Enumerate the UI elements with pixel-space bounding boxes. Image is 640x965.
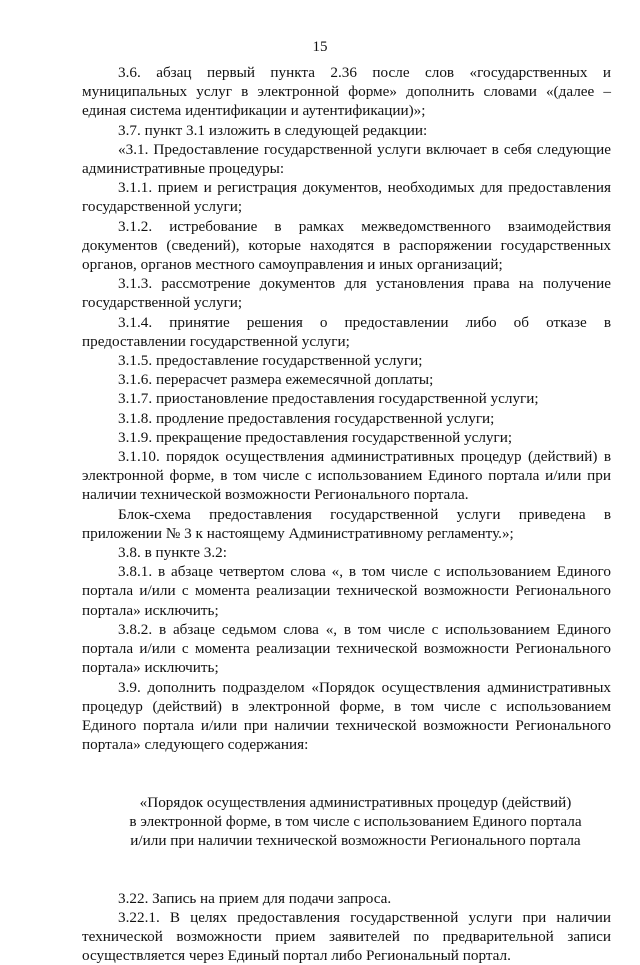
paragraph-3-1-10: 3.1.10. порядок осуществления административных процедур (действий) в электронной форме, в том числе с использованием Единого портала и/или при наличии технической возможности Регионального портала. (82, 448, 611, 504)
spacer (82, 754, 611, 773)
paragraph-3-9: 3.9. дополнить подразделом «Порядок осуществления административных процедур (действий) в электронной форме, в том числе с использованием Единого портала и/или при наличии технической возможности Регионального портала» следующего содержания: (82, 678, 611, 754)
spacer (82, 869, 611, 888)
paragraph-3-8-1: 3.8.1. в абзаце четвертом слова «, в том числе с использованием Единого портала и/или с момента реализации технической возможности Регионального портала» исключить; (82, 563, 611, 619)
paragraph-3-22: 3.22. Запись на прием для подачи запроса. (118, 889, 392, 907)
paragraph-3-6: 3.6. абзац первый пункта 2.36 после слов «государственных и муниципальных услуг в электронной форме» дополнить словами «(далее – единая система идентификации и аутентификации)»; (82, 64, 611, 120)
paragraph-3-1-7: 3.1.7. приостановление предоставления государственной услуги; (118, 390, 539, 408)
subsection-heading (82, 793, 611, 851)
page-number: 15 (312, 39, 328, 55)
paragraph-3-7: 3.7. пункт 3.1 изложить в следующей редакции: (118, 121, 428, 139)
paragraph-3-1-8: 3.1.8. продление предоставления государственной услуги; (118, 409, 495, 427)
paragraph-3-1-2: 3.1.2. истребование в рамках межведомственного взаимодействия документов (сведений), которые находятся в распоряжении государственных органов, органов местного самоуправления и иных организаций; (82, 217, 611, 274)
heading-line: «Порядок осуществления административных процедур (действий) (139, 793, 572, 811)
paragraph-3-1-4: 3.1.4. принятие решения о предоставлении либо об отказе в предоставлении государственной услуги; (82, 313, 611, 350)
paragraph-3-1-6: 3.1.6. перерасчет размера ежемесячной доплаты; (118, 371, 434, 389)
paragraph-3-8-2: 3.8.2. в абзаце седьмом слова «, в том числе с использованием Единого портала и/или с момента реализации технической возможности Регионального портала» исключить; (82, 620, 611, 677)
paragraph-3-22-1: 3.22.1. В целях предоставления государственной услуги при наличии технической возможности прием заявителей по предварительной записи осуществляется через Единый портал либо Региональный портал. (82, 908, 611, 965)
spacer (82, 774, 611, 793)
paragraph-block-scheme: Блок-схема предоставления государственной услуги приведена в приложении № 3 к настоящему Административному регламенту.»; (82, 505, 611, 542)
paragraph-3-1-5: 3.1.5. предоставление государственной услуги; (118, 352, 423, 370)
document-body (82, 63, 611, 965)
paragraph-3-1: «3.1. Предоставление государственной услуги включает в себя следующие административные процедуры: (82, 140, 611, 178)
paragraph-3-1-1: 3.1.1. прием и регистрация документов, необходимых для предоставления государственной услуги; (82, 179, 611, 216)
paragraph-3-1-3: 3.1.3. рассмотрение документов для установления права на получение государственной услуги; (82, 275, 611, 312)
paragraph-3-1-9: 3.1.9. прекращение предоставления государственной услуги; (118, 428, 513, 446)
heading-line: в электронной форме, в том числе с использованием Единого портала (129, 812, 582, 830)
paragraph-3-8: 3.8. в пункте 3.2: (118, 544, 227, 562)
spacer (82, 850, 611, 869)
heading-line: и/или при наличии технической возможности Регионального портала (130, 832, 581, 850)
